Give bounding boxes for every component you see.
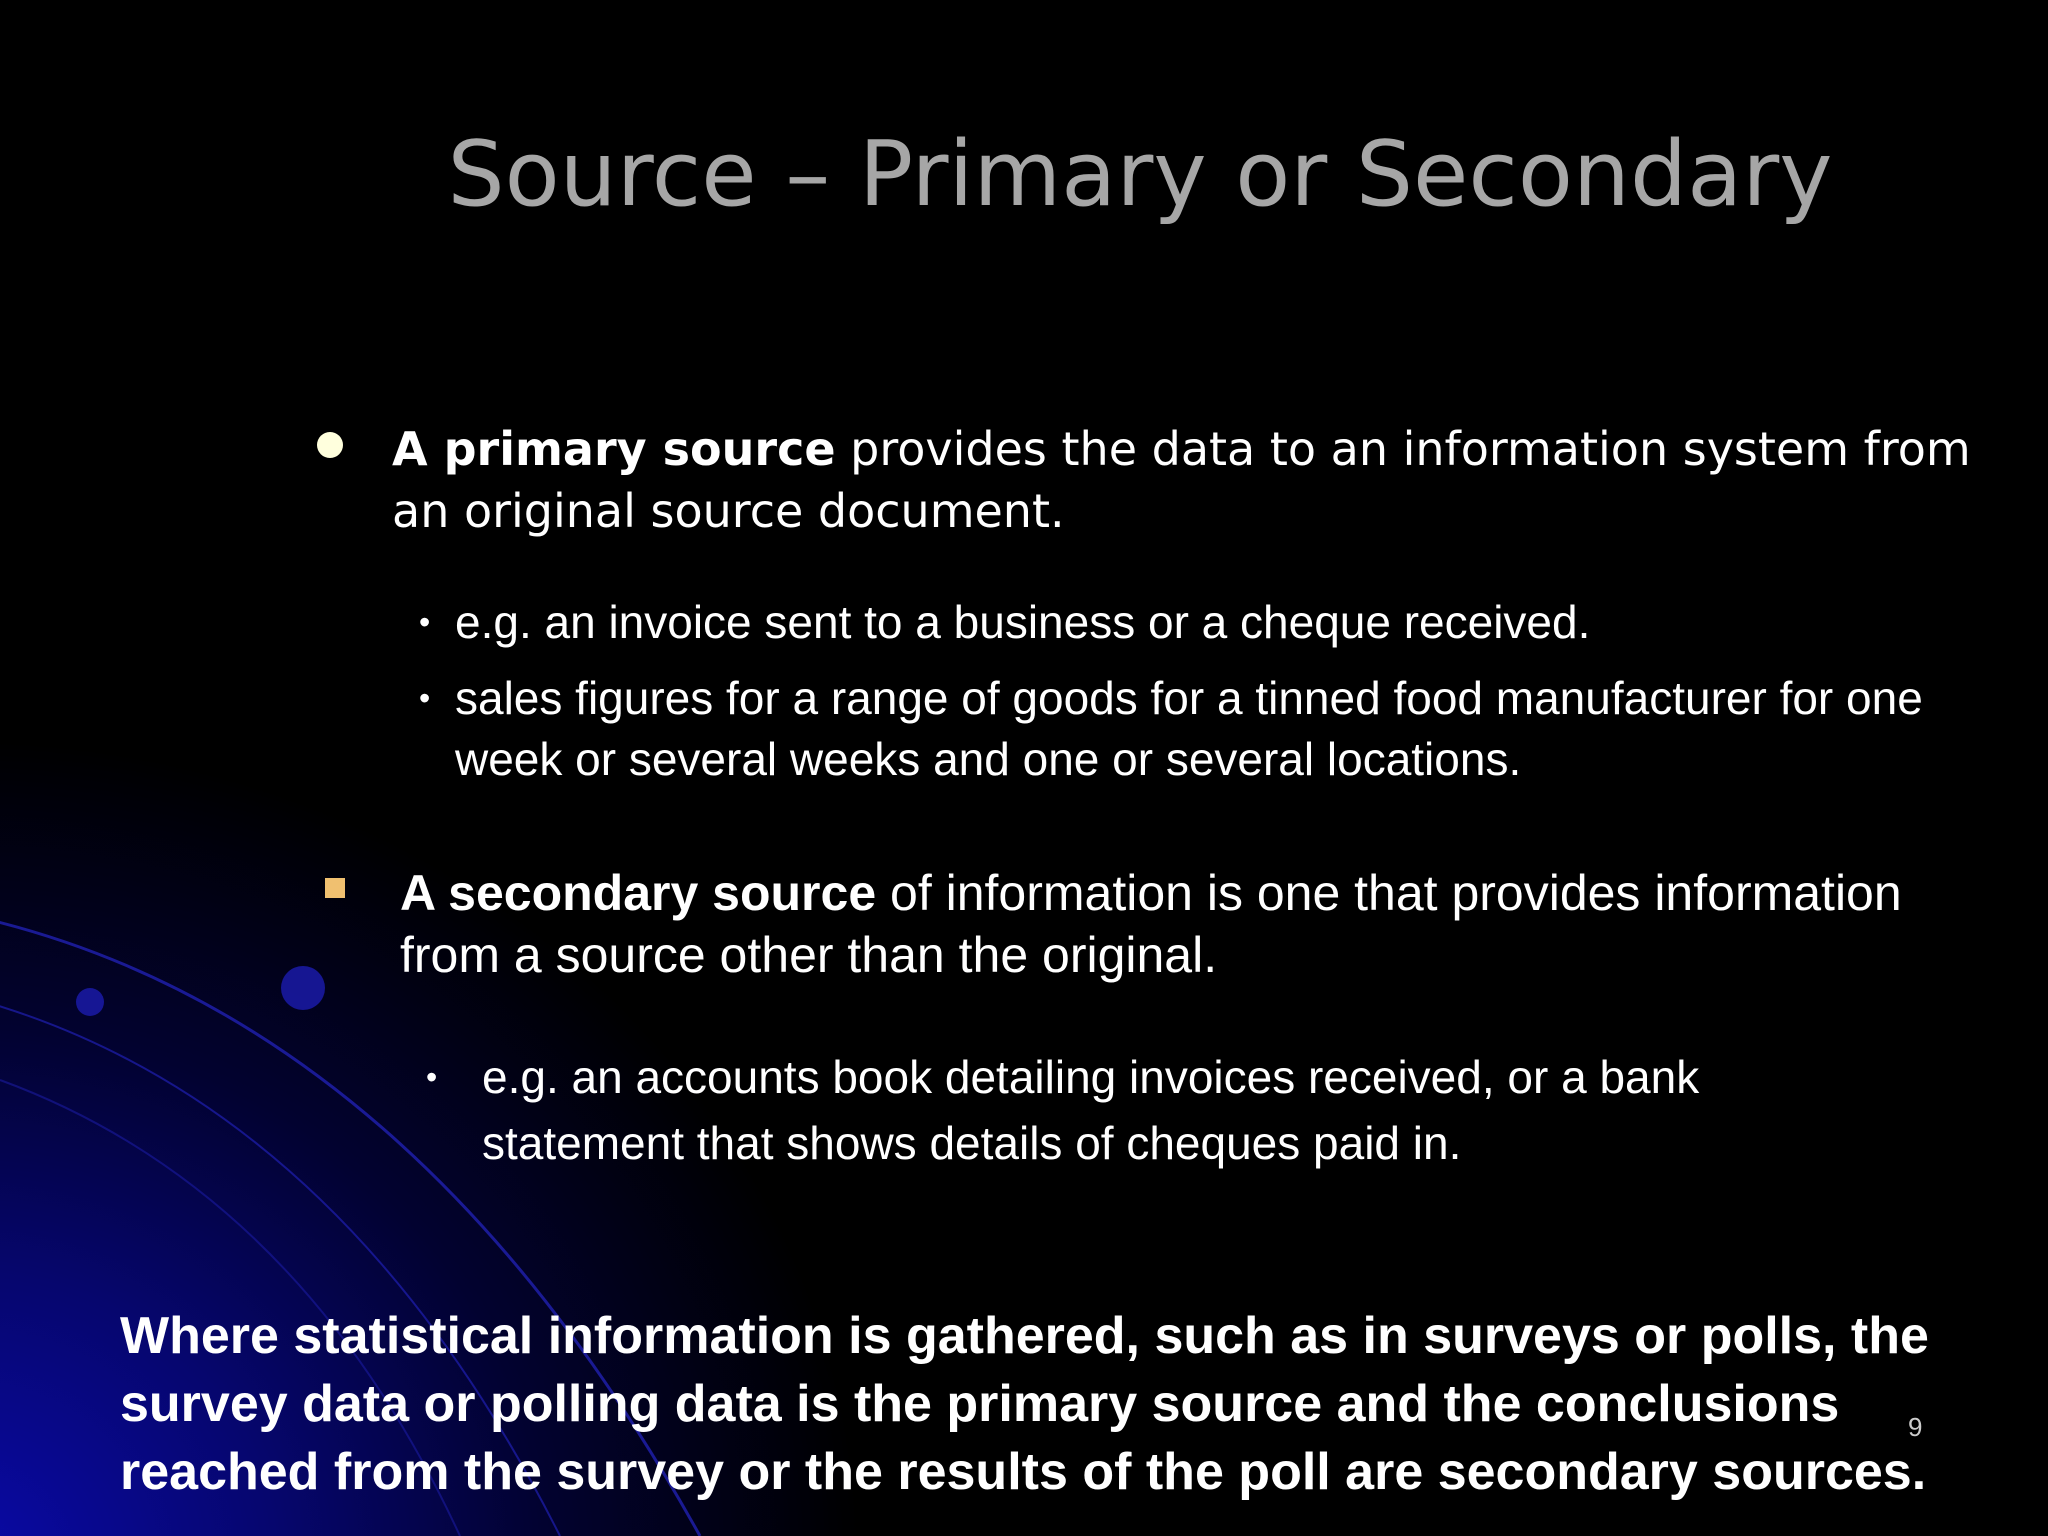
primary-source-term: A primary source (392, 422, 836, 476)
secondary-example-1 (426, 1044, 1882, 1176)
primary-example-1 (419, 592, 1955, 653)
secondary-example-1-text: e.g. an accounts book detailing invoices received, or a bank statement that shows details of cheques paid in. (482, 1051, 1700, 1169)
secondary-source-text: of information is one that provides information from a source other than the original. (400, 865, 1902, 983)
bullet-dot-icon (317, 432, 343, 458)
statistical-note: Where statistical information is gathered, such as in surveys or polls, the survey data or polling data is the primary source and the conclusions reached from the survey or the results of the poll are secondary sources. (120, 1307, 1929, 1501)
page-number: 9 (1908, 1412, 1923, 1442)
secondary-source-bullet (400, 862, 1960, 986)
primary-source-text: provides the data to an information system from an original source document. (392, 422, 1971, 538)
bullet-square-icon (325, 878, 345, 898)
slide-title: Source – Primary or Secondary (447, 122, 1833, 227)
primary-example-2 (419, 668, 1955, 790)
primary-source-bullet (392, 418, 1992, 542)
sub-bullet-icon: • (419, 680, 431, 716)
secondary-source-term: A secondary source (400, 865, 877, 921)
sub-bullet-icon: • (426, 1059, 438, 1095)
primary-example-2-text: sales figures for a range of goods for a tinned food manufacturer for one week or several weeks and one or several locations. (455, 672, 1923, 785)
primary-example-1-text: e.g. an invoice sent to a business or a cheque received. (455, 596, 1591, 648)
sub-bullet-icon: • (419, 604, 431, 640)
